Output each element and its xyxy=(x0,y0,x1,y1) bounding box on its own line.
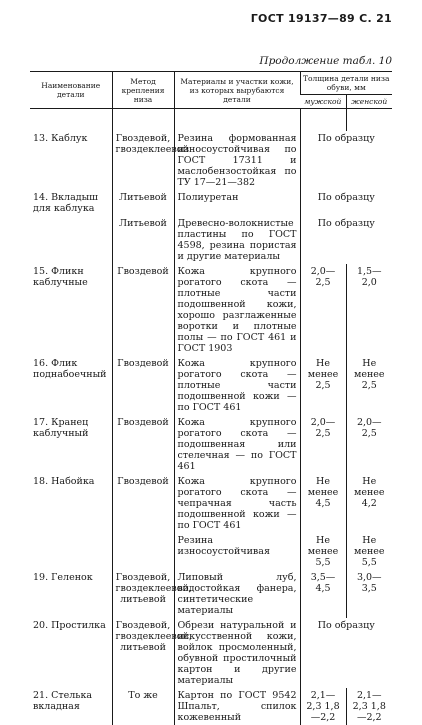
row-method: То же xyxy=(112,688,174,725)
row-materials: Древесно-волокнистые пластины по ГОСТ 4598, резина пористая и другие материалы xyxy=(174,216,300,264)
row-name: 18. Набойка xyxy=(33,476,95,487)
row-thickness: По образцу xyxy=(300,216,392,264)
table-row xyxy=(30,356,392,415)
row-name xyxy=(30,216,112,264)
row-method: Гвоздевой, гвоздеклеевой xyxy=(112,131,174,190)
row-thickness: По образцу xyxy=(300,190,392,216)
page-header: ГОСТ 19137—89 С. 21 xyxy=(250,12,392,25)
materials-table xyxy=(30,71,392,725)
table-continuation-label: Продолжение табл. 10 xyxy=(259,55,392,67)
row-method: Гвоздевой xyxy=(112,264,174,356)
row-materials: Резина износоустойчивая xyxy=(174,533,300,570)
row-name: 20. Простилка xyxy=(33,620,106,631)
col-header-name: Наименование детали xyxy=(30,72,112,109)
table-row xyxy=(30,474,392,533)
row-name xyxy=(30,533,112,570)
row-name: 16. Флик поднабоечный xyxy=(33,358,107,380)
row-materials: Кожа крупного рогатого скота — плотные части подошвенной кожи — по ГОСТ 461 xyxy=(174,356,300,415)
table-row xyxy=(30,415,392,474)
row-thickness-female: 2,1—2,3 1,8—2,2 xyxy=(346,688,392,725)
table-row xyxy=(30,131,392,190)
row-thickness-male: Не менее 4,5 xyxy=(300,474,346,533)
row-method xyxy=(112,533,174,570)
row-materials: Кожа крупного рогатого скота — плотные части подошвенной кожи, хорошо разглаженные воротки и плотные полы — по ГОСТ 461 и ГОСТ 1903 xyxy=(174,264,300,356)
row-thickness-male: 2,0—2,5 xyxy=(300,415,346,474)
row-thickness-female: Не менее 4,2 xyxy=(346,474,392,533)
row-method: Гвоздевой xyxy=(112,415,174,474)
row-thickness-male: 2,0—2,5 xyxy=(300,264,346,356)
row-method: Гвоздевой xyxy=(112,474,174,533)
row-materials: Полиуретан xyxy=(174,190,300,216)
row-thickness-male: 2,1—2,3 1,8—2,2 xyxy=(300,688,346,725)
row-thickness-female: Не менее 5,5 xyxy=(346,533,392,570)
row-method: Гвоздевой xyxy=(112,356,174,415)
table-row xyxy=(30,570,392,618)
row-name: 21. Стелька вкладная xyxy=(33,690,93,712)
table-row xyxy=(30,533,392,570)
row-thickness-male: Не менее 5,5 xyxy=(300,533,346,570)
row-materials: Обрези натуральной и искусственной кожи, войлок просмоленный, обувной простилочный картон и другие материалы xyxy=(174,618,300,688)
row-materials: Кожа крупного рогатого скота — подошвенная или стелечная — по ГОСТ 461 xyxy=(174,415,300,474)
table-row xyxy=(30,688,392,725)
col-header-male: мужской xyxy=(300,95,346,109)
row-method: Гвоздевой, гвоздеклеевой, литьевой xyxy=(112,570,174,618)
col-header-female: женской xyxy=(346,95,392,109)
col-header-thickness: Толщина детали низа обуви, мм xyxy=(300,72,392,95)
table-row xyxy=(30,190,392,216)
col-header-materials: Материалы и участки кожи, из которых вырубаются детали xyxy=(174,72,300,109)
col-header-method: Метод крепления низа xyxy=(112,72,174,109)
row-thickness-female: 2,0—2,5 xyxy=(346,415,392,474)
row-name: 15. Фликн каблучные xyxy=(33,266,88,288)
row-method: Литьевой xyxy=(112,216,174,264)
row-materials: Картон по ГОСТ 9542 Шпальт, спилок кожевенный xyxy=(174,688,300,725)
row-materials: Резина формованная износоустойчивая по ГОСТ 17311 и маслобензостойкая по ТУ 17—21—382 xyxy=(174,131,300,190)
row-thickness-male: 3,5—4,5 xyxy=(300,570,346,618)
row-thickness-male: Не менее 2,5 xyxy=(300,356,346,415)
table-row xyxy=(30,618,392,688)
table-row xyxy=(30,216,392,264)
row-thickness-female: 3,0—3,5 xyxy=(346,570,392,618)
row-materials: Кожа крупного рогатого скота — чепрачная часть подошвенной кожи — по ГОСТ 461 xyxy=(174,474,300,533)
table-row xyxy=(30,264,392,356)
row-materials: Липовый луб, водостойкая фанера, синтетические материалы xyxy=(174,570,300,618)
row-thickness-female: Не менее 2,5 xyxy=(346,356,392,415)
row-name: 13. Каблук xyxy=(33,133,88,144)
row-name: 19. Геленок xyxy=(33,572,93,583)
row-name: 17. Кранец каблучный xyxy=(33,417,89,439)
row-thickness-female: 1,5—2,0 xyxy=(346,264,392,356)
row-thickness: По образцу xyxy=(300,131,392,190)
row-name: 14. Вкладыш для каблука xyxy=(33,192,98,214)
row-thickness: По образцу xyxy=(300,618,392,688)
row-method: Литьевой xyxy=(112,190,174,216)
row-method: Гвоздевой, гвоздеклеевой, литьевой xyxy=(112,618,174,688)
